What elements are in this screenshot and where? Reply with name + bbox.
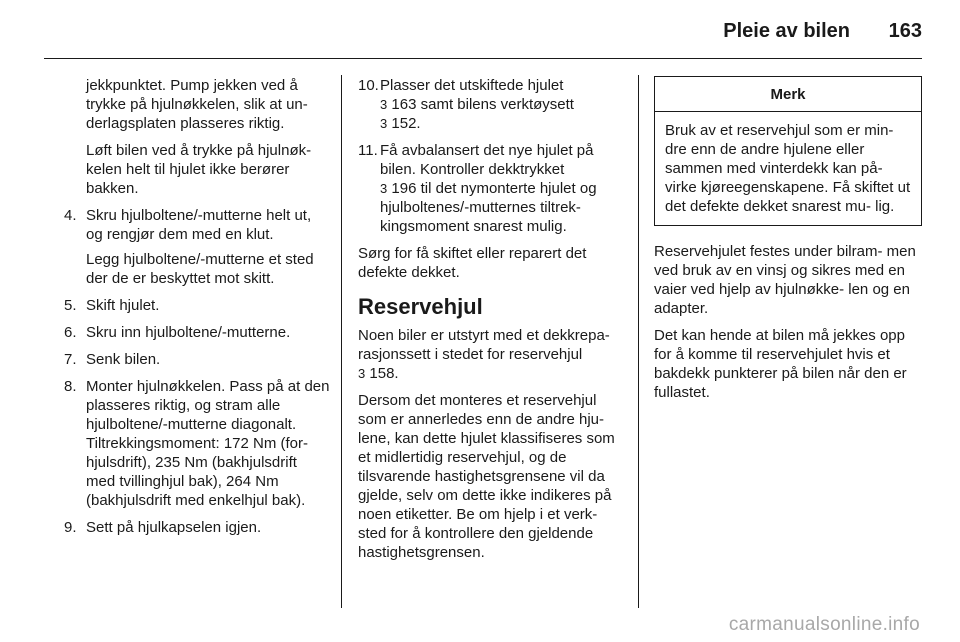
page-ref-icon: 3: [380, 97, 388, 112]
paragraph: Det kan hende at bilen må jekkes opp for å komme til reservehjulet hvis et bakdekk punkterer på bilen når den er fullastet.: [654, 327, 907, 401]
page-ref-text: 152.: [391, 115, 421, 132]
list-item: [64, 377, 330, 510]
section-heading: Reservehjul: [358, 294, 483, 319]
paragraph: Sørg for få skiftet eller reparert det defekte dekket.: [358, 245, 587, 281]
paragraph: Reservehjulet festes under bilram- men ved bruk av en vinsj og sikres med en vaier ved hjelp av hjulnøkke- len og en adapter.: [654, 243, 916, 317]
list-item: [358, 141, 624, 236]
list-number: 5.: [64, 297, 77, 314]
list-text: Senk bilen.: [86, 351, 161, 368]
paragraph: Dersom det monteres et reservehjul som er annerledes enn de andre hju- lene, kan dette hjulet klassifiseres som et midlertidig reservehjul, og de tilsvarende hastighetsgrensene vil da gjelde, selv om dette ikke indikeres på noen etiketter. Be om hjelp i et verk- sted for å kontrollere den gjeldende hastighetsgrensen.: [358, 392, 615, 561]
page-ref-text: 158.: [369, 365, 399, 382]
page-ref-icon: 3: [380, 116, 388, 131]
page-header: [0, 0, 960, 58]
list-number: 11.: [358, 142, 378, 159]
list-number: 6.: [64, 324, 77, 341]
column-3: [654, 76, 922, 410]
page-number: 163: [888, 20, 922, 42]
paragraph: [358, 326, 624, 383]
column-2: [358, 76, 624, 570]
list-number: 7.: [64, 351, 77, 368]
list-item: [64, 296, 330, 315]
paragraph-continued: jekkpunktet. Pump jekken ved å trykke på hjulnøkkelen, slik at un- derlagsplaten plasseres riktig.: [86, 77, 308, 132]
watermark: carmanualsonline.info: [728, 614, 920, 635]
paragraph-lift: Løft bilen ved å trykke på hjulnøk- kelen helt til hjulet ikke berører bakken.: [86, 142, 312, 197]
page-ref-icon: 3: [380, 181, 388, 196]
list-item: [358, 76, 624, 133]
list-text: Plasser det utskiftede hjulet: [380, 77, 564, 94]
page-ref-text: 196 til det nymonterte hjulet og hjulboltenes/-mutternes tiltrek- kingsmoment snarest mulig.: [380, 180, 597, 235]
list-text: Skru hjulboltene/-mutterne helt ut, og rengjør dem med en klut.: [86, 207, 312, 243]
note-title: Merk: [655, 77, 921, 112]
list-subtext: Legg hjulboltene/-mutterne et sted der de er beskyttet mot skitt.: [86, 251, 314, 287]
list-item: [64, 323, 330, 342]
list-number: 4.: [64, 207, 77, 224]
header-rule: [44, 58, 922, 59]
page-ref-text: 163 samt bilens verktøysett: [391, 96, 574, 113]
list-item: [64, 350, 330, 369]
chapter-title: Pleie av bilen: [723, 20, 850, 42]
list-number: 10.: [358, 77, 379, 94]
paragraph-text: Noen biler er utstyrt med et dekkrepa- rasjonssett i stedet for reservehjul: [358, 327, 610, 363]
list-text: Skru inn hjulboltene/-mutterne.: [86, 324, 291, 341]
list-text: Sett på hjulkapselen igjen.: [86, 519, 262, 536]
note-box: [654, 76, 922, 226]
list-number: 9.: [64, 519, 77, 536]
note-text: Bruk av et reservehjul som er min- dre enn de andre hjulene eller sammen med vinterdekk kan på- virke kjøreegenskapene. Få skiftet ut det defekte dekket snarest mu- lig.: [665, 122, 911, 215]
list-text: Få avbalansert det nye hjulet på bilen. Kontroller dekktrykket: [380, 142, 594, 178]
list-item: [64, 206, 330, 288]
list-number: 8.: [64, 378, 77, 395]
column-1: [64, 76, 330, 545]
list-text: Monter hjulnøkkelen. Pass på at den plasseres riktig, og stram alle hjulboltene/-mutterne diagonalt. Tiltrekkingsmoment: 172 Nm (for- hjulsdrift), 235 Nm (bakhjulsdrift med tvillinghjul bak), 264 Nm (bakhjulsdrift med enkelhjul bak).: [86, 378, 330, 509]
column-divider-2: [638, 75, 639, 608]
column-divider-1: [341, 75, 342, 608]
list-text: Skift hjulet.: [86, 297, 160, 314]
list-item: [64, 518, 330, 537]
page-ref-icon: 3: [358, 366, 366, 381]
